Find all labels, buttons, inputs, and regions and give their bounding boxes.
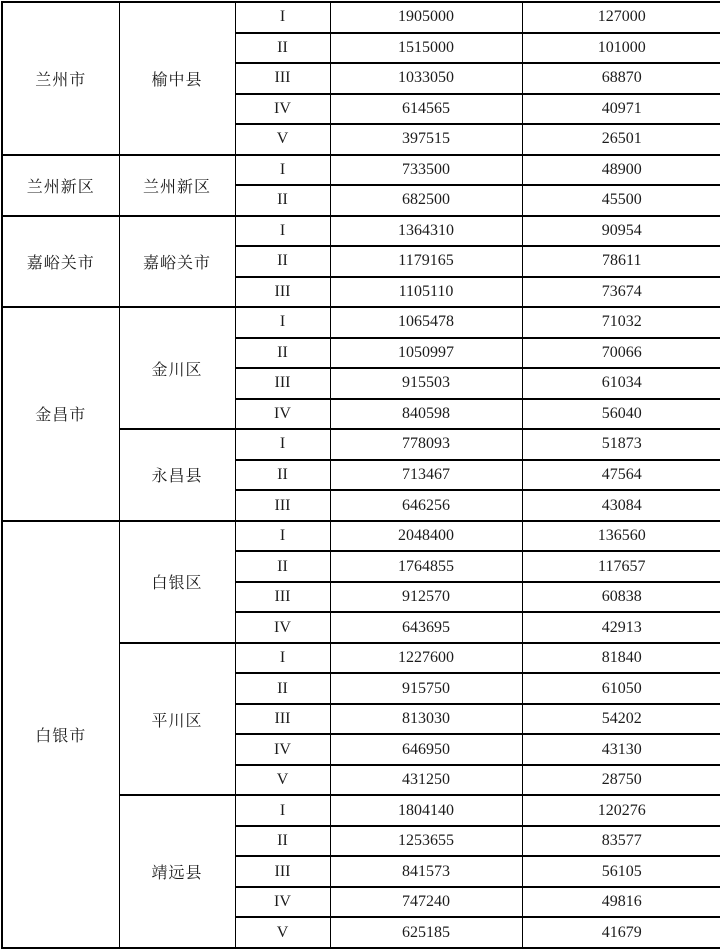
value-secondary-cell: 26501 <box>522 124 720 155</box>
county-cell: 金川区 <box>119 307 235 429</box>
city-cell: 金昌市 <box>2 307 119 521</box>
value-primary-cell: 1515000 <box>330 33 522 64</box>
value-primary-cell: 1804140 <box>330 795 522 826</box>
value-primary-cell: 713467 <box>330 460 522 491</box>
grade-cell: III <box>235 277 330 308</box>
table-body <box>2 2 720 948</box>
value-secondary-cell: 90954 <box>522 216 720 247</box>
city-cell: 白银市 <box>2 521 119 948</box>
value-primary-cell: 646950 <box>330 734 522 765</box>
value-primary-cell: 1033050 <box>330 63 522 94</box>
city-cell: 兰州市 <box>2 2 119 155</box>
value-secondary-cell: 42913 <box>522 612 720 643</box>
value-primary-cell: 1364310 <box>330 216 522 247</box>
value-secondary-cell: 70066 <box>522 338 720 369</box>
county-cell: 平川区 <box>119 643 235 796</box>
value-primary-cell: 1253655 <box>330 826 522 857</box>
value-secondary-cell: 83577 <box>522 826 720 857</box>
value-primary-cell: 397515 <box>330 124 522 155</box>
value-primary-cell: 1050997 <box>330 338 522 369</box>
grade-cell: II <box>235 33 330 64</box>
county-cell: 兰州新区 <box>119 155 235 216</box>
grade-cell: IV <box>235 94 330 125</box>
county-cell: 榆中县 <box>119 2 235 155</box>
value-secondary-cell: 78611 <box>522 246 720 277</box>
grade-cell: IV <box>235 734 330 765</box>
value-secondary-cell: 43130 <box>522 734 720 765</box>
value-secondary-cell: 45500 <box>522 185 720 216</box>
grade-cell: II <box>235 460 330 491</box>
value-secondary-cell: 54202 <box>522 704 720 735</box>
grade-cell: I <box>235 643 330 674</box>
table-row <box>2 155 720 186</box>
value-primary-cell: 1227600 <box>330 643 522 674</box>
value-secondary-cell: 56040 <box>522 399 720 430</box>
grade-cell: V <box>235 765 330 796</box>
city-cell: 兰州新区 <box>2 155 119 216</box>
value-secondary-cell: 43084 <box>522 490 720 521</box>
grade-cell: V <box>235 124 330 155</box>
grade-cell: III <box>235 490 330 521</box>
value-primary-cell: 643695 <box>330 612 522 643</box>
value-secondary-cell: 60838 <box>522 582 720 613</box>
grade-cell: II <box>235 826 330 857</box>
grade-cell: V <box>235 917 330 948</box>
table-row <box>2 307 720 338</box>
value-secondary-cell: 49816 <box>522 887 720 918</box>
value-secondary-cell: 47564 <box>522 460 720 491</box>
value-secondary-cell: 117657 <box>522 551 720 582</box>
grade-cell: II <box>235 185 330 216</box>
value-primary-cell: 1905000 <box>330 2 522 33</box>
value-primary-cell: 614565 <box>330 94 522 125</box>
value-primary-cell: 2048400 <box>330 521 522 552</box>
grade-cell: III <box>235 368 330 399</box>
county-cell: 永昌县 <box>119 429 235 521</box>
grade-cell: IV <box>235 612 330 643</box>
value-primary-cell: 1065478 <box>330 307 522 338</box>
grade-cell: I <box>235 216 330 247</box>
value-secondary-cell: 51873 <box>522 429 720 460</box>
value-primary-cell: 778093 <box>330 429 522 460</box>
grade-cell: II <box>235 673 330 704</box>
table-row <box>2 2 720 33</box>
value-primary-cell: 1105110 <box>330 277 522 308</box>
grade-cell: II <box>235 551 330 582</box>
grade-cell: III <box>235 63 330 94</box>
value-secondary-cell: 73674 <box>522 277 720 308</box>
value-secondary-cell: 81840 <box>522 643 720 674</box>
value-secondary-cell: 56105 <box>522 856 720 887</box>
county-cell: 嘉峪关市 <box>119 216 235 308</box>
grade-cell: I <box>235 307 330 338</box>
grade-cell: II <box>235 246 330 277</box>
grade-cell: III <box>235 582 330 613</box>
grade-cell: III <box>235 856 330 887</box>
table-row <box>2 521 720 552</box>
value-secondary-cell: 61050 <box>522 673 720 704</box>
value-primary-cell: 915503 <box>330 368 522 399</box>
value-secondary-cell: 40971 <box>522 94 720 125</box>
value-secondary-cell: 71032 <box>522 307 720 338</box>
grade-cell: III <box>235 704 330 735</box>
value-secondary-cell: 41679 <box>522 917 720 948</box>
data-table <box>1 1 720 949</box>
value-primary-cell: 625185 <box>330 917 522 948</box>
value-secondary-cell: 61034 <box>522 368 720 399</box>
value-primary-cell: 646256 <box>330 490 522 521</box>
value-primary-cell: 747240 <box>330 887 522 918</box>
value-secondary-cell: 127000 <box>522 2 720 33</box>
value-primary-cell: 682500 <box>330 185 522 216</box>
value-secondary-cell: 68870 <box>522 63 720 94</box>
value-primary-cell: 912570 <box>330 582 522 613</box>
value-primary-cell: 733500 <box>330 155 522 186</box>
value-primary-cell: 813030 <box>330 704 522 735</box>
value-secondary-cell: 101000 <box>522 33 720 64</box>
grade-cell: I <box>235 521 330 552</box>
county-cell: 靖远县 <box>119 795 235 948</box>
value-secondary-cell: 136560 <box>522 521 720 552</box>
value-primary-cell: 1179165 <box>330 246 522 277</box>
grade-cell: I <box>235 429 330 460</box>
grade-cell: I <box>235 795 330 826</box>
value-primary-cell: 915750 <box>330 673 522 704</box>
value-primary-cell: 1764855 <box>330 551 522 582</box>
value-primary-cell: 841573 <box>330 856 522 887</box>
value-primary-cell: 431250 <box>330 765 522 796</box>
grade-cell: II <box>235 338 330 369</box>
value-secondary-cell: 28750 <box>522 765 720 796</box>
city-cell: 嘉峪关市 <box>2 216 119 308</box>
grade-cell: IV <box>235 399 330 430</box>
grade-cell: I <box>235 2 330 33</box>
value-secondary-cell: 120276 <box>522 795 720 826</box>
county-cell: 白银区 <box>119 521 235 643</box>
grade-cell: I <box>235 155 330 186</box>
value-primary-cell: 840598 <box>330 399 522 430</box>
grade-cell: IV <box>235 887 330 918</box>
value-secondary-cell: 48900 <box>522 155 720 186</box>
table-row <box>2 216 720 247</box>
